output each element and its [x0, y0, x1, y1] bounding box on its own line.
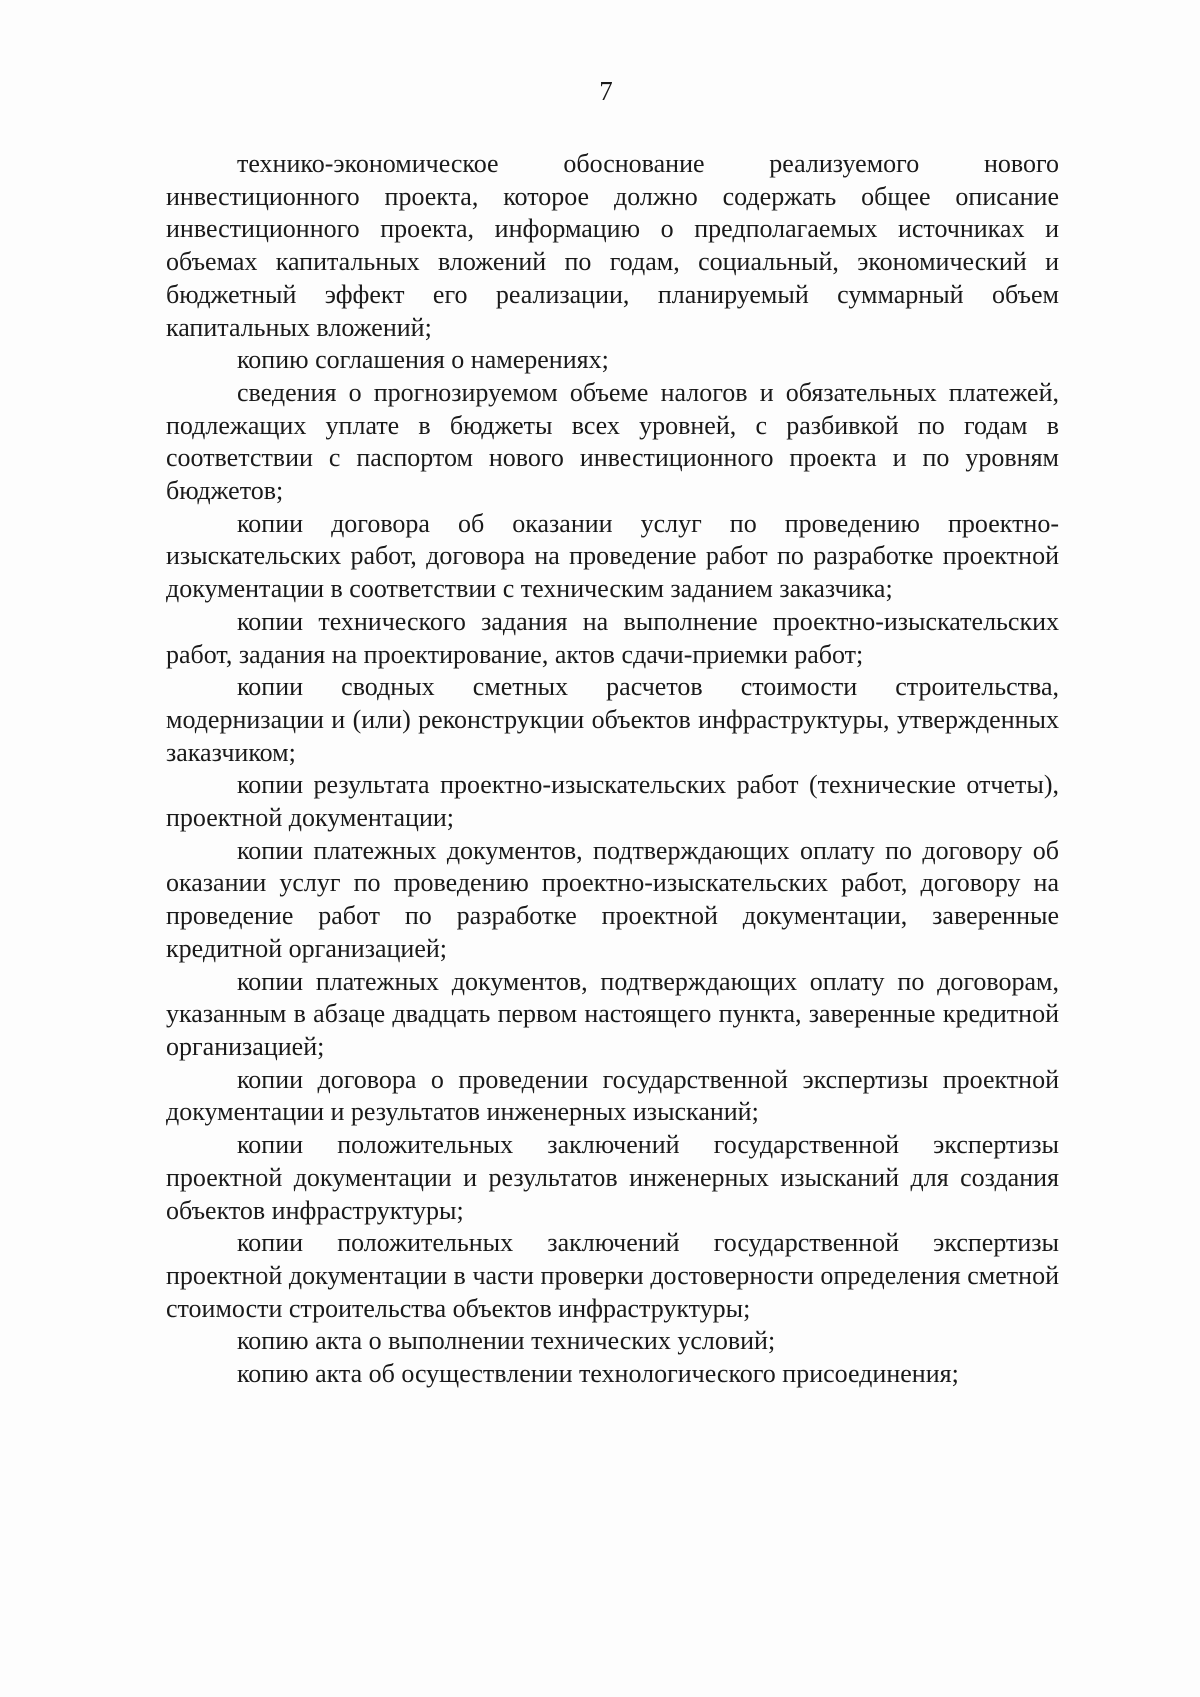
paragraph-intent-agreement: копию соглашения о намерениях;: [237, 345, 609, 375]
paragraph-payment-documents-survey: копии платежных документов, подтверждающих оплату по договору об оказании услуг по проведению проектно-изыскательских работ, договору на проведение работ по разработке проектной документации, заверенные кредитной организацией;: [166, 835, 1059, 963]
paragraph-survey-contract: копии договора об оказании услуг по проведению проектно-изыскательских работ, договора на проведение работ по разработке проектной документации в соответствии с техническим заданием заказчика;: [166, 508, 1059, 604]
paragraph-expertise-contract: копии договора о проведении государственной экспертизы проектной документации и результатов инженерных изысканий;: [166, 1064, 1059, 1127]
paragraph-estimate-expertise: копии положительных заключений государственной экспертизы проектной документации в части проверки достоверности определения сметной стоимости строительства объектов инфраструктуры;: [166, 1228, 1059, 1323]
paragraph-expertise-conclusions: копии положительных заключений государственной экспертизы проектной документации и результатов инженерных изысканий для создания объектов инфраструктуры;: [166, 1130, 1059, 1225]
paragraph-technical-assignment: копии технического задания на выполнение проектно-изыскательских работ, задания на проектирование, актов сдачи-приемки работ;: [166, 606, 1059, 669]
paragraph-tax-forecast: сведения о прогнозируемом объеме налогов и обязательных платежей, подлежащих уплате в бюджеты всех уровней, с разбивкой по годам в соответствии с паспортом нового инвестиционного проекта и по уровням бюджетов;: [166, 377, 1059, 506]
paragraph-connection-act: копию акта об осуществлении технологического присоединения;: [237, 1359, 959, 1389]
paragraph-technical-conditions-act: копию акта о выполнении технических условий;: [237, 1326, 776, 1356]
paragraph-feasibility-study: технико-экономическое обоснование реализуемого нового инвестиционного проекта, которое должно содержать общее описание инвестиционного проекта, информацию о предполагаемых источниках и объемах капитальных вложений по годам, социальный, экономический и бюджетный эффект его реализации, планируемый суммарный объем капитальных вложений;: [166, 149, 1059, 342]
paragraph-cost-estimates: копии сводных сметных расчетов стоимости строительства, модернизации и (или) реконструкции объектов инфраструктуры, утвержденных заказчиком;: [166, 672, 1059, 767]
document-body: [166, 148, 1059, 1391]
paragraph-survey-results: копии результата проектно-изыскательских работ (технические отчеты), проектной документации;: [166, 770, 1059, 833]
page-number: 7: [599, 76, 613, 106]
paragraph-payment-documents-contracts: копии платежных документов, подтверждающих оплату по договорам, указанным в абзаце двадцать первом настоящего пункта, заверенные кредитной организацией;: [166, 966, 1059, 1061]
